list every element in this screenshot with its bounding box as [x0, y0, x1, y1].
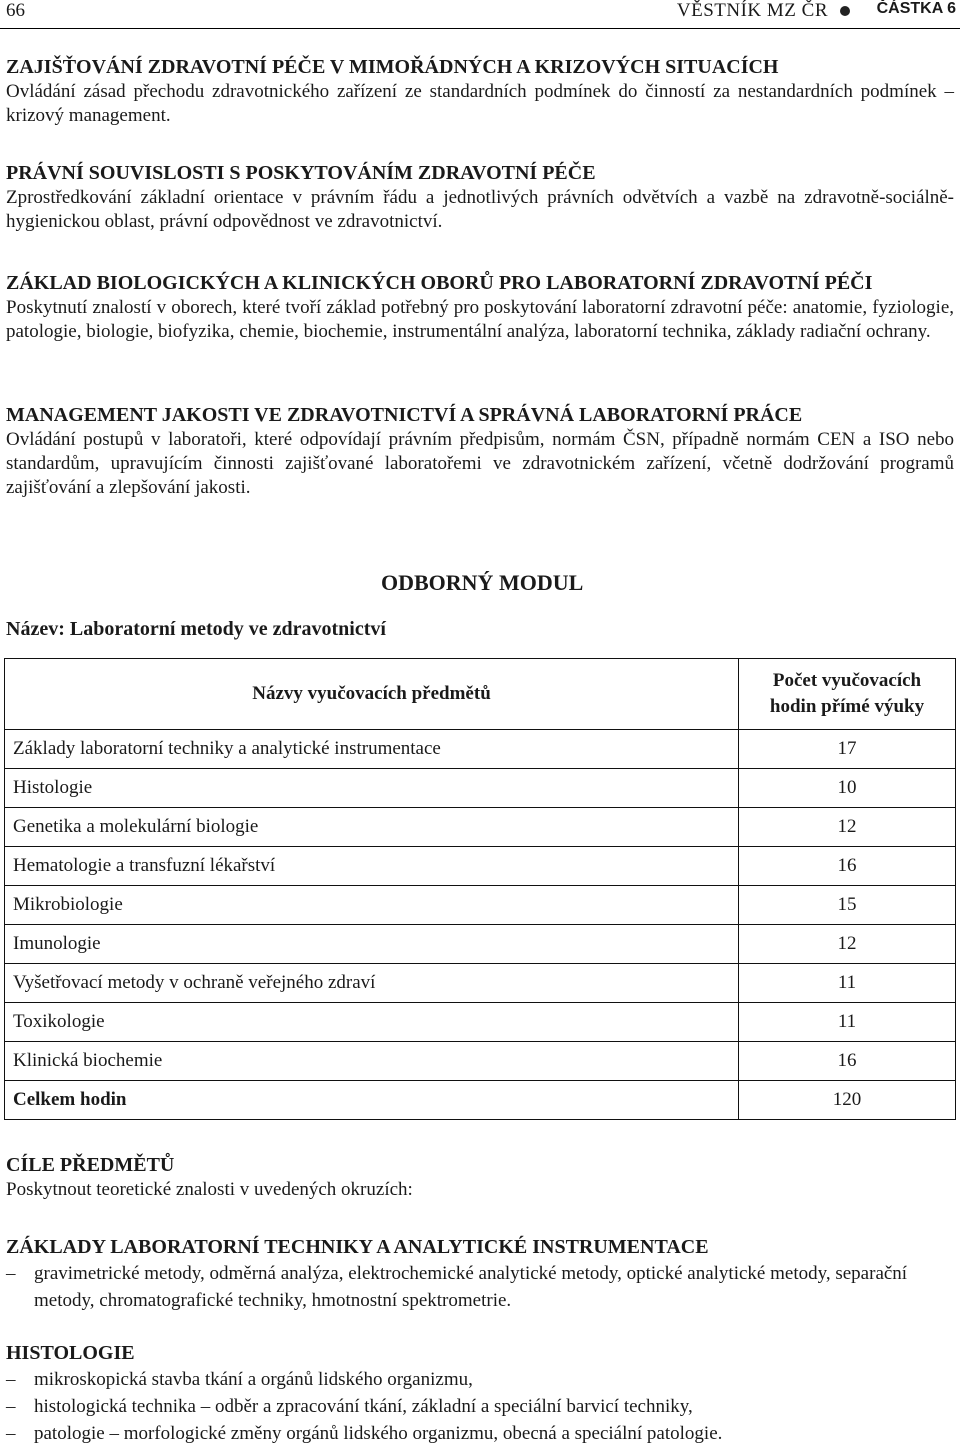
subject-name-cell: Základy laboratorní techniky a analytické instrumentace — [5, 730, 739, 769]
hours-cell: 12 — [739, 925, 956, 964]
table-header-row — [5, 659, 956, 730]
hours-cell: 15 — [739, 886, 956, 925]
section-title: ZÁKLAD BIOLOGICKÝCH A KLINICKÝCH OBORŮ PRO LABORATORNÍ ZDRAVOTNÍ PÉČI — [6, 272, 873, 294]
list-item: – mikroskopická stavba tkání a orgánů lidského organizmu, — [6, 1366, 954, 1393]
section-goals — [6, 1152, 954, 1202]
table-row — [5, 769, 956, 808]
hours-cell: 11 — [739, 1003, 956, 1042]
topic-list — [6, 1260, 954, 1314]
page-header — [0, 0, 960, 24]
section-histology — [6, 1340, 954, 1447]
subject-name-cell: Hematologie a transfuzní lékařství — [5, 847, 739, 886]
section-title: PRÁVNÍ SOUVISLOSTI S POSKYTOVÁNÍM ZDRAVOTNÍ PÉČE — [6, 162, 596, 184]
table-row — [5, 964, 956, 1003]
total-hours-cell: 120 — [739, 1081, 956, 1120]
section-biological — [6, 270, 954, 344]
section-lab-basics — [6, 1234, 954, 1314]
header-divider — [0, 28, 960, 29]
subject-name-cell: Imunologie — [5, 925, 739, 964]
subject-name-cell: Histologie — [5, 769, 739, 808]
hours-cell: 12 — [739, 808, 956, 847]
part-label: ČÁSTKA 6 — [876, 0, 956, 17]
subject-name-cell: Genetika a molekulární biologie — [5, 808, 739, 847]
subject-name-cell: Toxikologie — [5, 1003, 739, 1042]
section-title: CÍLE PŘEDMĚTŮ — [6, 1154, 175, 1176]
total-label-cell: Celkem hodin — [5, 1081, 739, 1120]
section-text: Ovládání postupů v laboratoři, které odpovídají právním předpisům, normám ČSN, případně normám CEN a ISO nebo standardům, upravujícím činnosti zajišťované laboratořemi ve zdravotnickém zařízení, včetně dodržování programů zajišťování a zlepšování jakosti. — [6, 429, 954, 498]
hours-cell: 17 — [739, 730, 956, 769]
section-title: ZAJIŠŤOVÁNÍ ZDRAVOTNÍ PÉČE V MIMOŘÁDNÝCH A KRIZOVÝCH SITUACÍCH — [6, 56, 779, 78]
section-text: Ovládání zásad přechodu zdravotnického zařízení ze standardních podmínek do činností za nestandardních podmínek – krizový management. — [6, 81, 954, 126]
bullet-dot-icon — [840, 6, 850, 16]
page-number: 66 — [6, 0, 25, 21]
section-legal — [6, 160, 954, 234]
hours-cell: 10 — [739, 769, 956, 808]
table-row — [5, 730, 956, 769]
journal-title: VĚSTNÍK MZ ČR — [676, 0, 828, 21]
section-title: HISTOLOGIE — [6, 1342, 135, 1364]
section-text: Zprostředkování základní orientace v právním řádu a jednotlivých právních odvětvích a vazbě na zdravotně-sociálně-hygienickou oblast, právní odpovědnost ve zdravotnictví. — [6, 187, 954, 232]
section-text: Poskytnutí znalostí v oborech, které tvoří základ potřebný pro poskytování laboratorní zdravotní péče: anatomie, fyziologie, patologie, biologie, biofyzika, chemie, biochemie, instrumentální analýza, laboratorní technika, základy radiační ochrany. — [6, 297, 954, 342]
hours-table — [4, 658, 956, 1120]
section-title: ZÁKLADY LABORATORNÍ TECHNIKY A ANALYTICKÉ INSTRUMENTACE — [6, 1236, 709, 1258]
hours-cell: 11 — [739, 964, 956, 1003]
list-item: – gravimetrické metody, odměrná analýza, elektrochemické analytické metody, optické analytické metody, separační metody, chromatografické techniky, hmotnostní spektrometrie. — [6, 1260, 954, 1314]
module-name: Název: Laboratorní metody ve zdravotnictví — [6, 618, 386, 640]
table-row — [5, 847, 956, 886]
section-crisis — [6, 54, 954, 128]
subject-name-cell: Klinická biochemie — [5, 1042, 739, 1081]
topic-list — [6, 1366, 954, 1447]
col-header-hours-line2: hodin přímé výuky — [769, 696, 925, 717]
list-item: – histologická technika – odběr a zpracování tkání, základní a speciální barvicí techniky, — [6, 1393, 954, 1420]
col-header-hours-line1: Počet vyučovacích — [772, 670, 922, 691]
hours-cell: 16 — [739, 847, 956, 886]
subject-name-cell: Mikrobiologie — [5, 886, 739, 925]
col-header-hours — [739, 659, 956, 730]
section-quality — [6, 402, 954, 500]
list-item: – patologie – morfologické změny orgánů lidského organizmu, obecná a speciální patologie. — [6, 1420, 954, 1447]
section-title: MANAGEMENT JAKOSTI VE ZDRAVOTNICTVÍ A SPRÁVNÁ LABORATORNÍ PRÁCE — [6, 404, 803, 426]
table-row — [5, 1042, 956, 1081]
col-header-subjects: Názvy vyučovacích předmětů — [5, 659, 739, 730]
table-row — [5, 1003, 956, 1042]
table-row — [5, 925, 956, 964]
subject-name-cell: Vyšetřovací metody v ochraně veřejného zdraví — [5, 964, 739, 1003]
table-row — [5, 808, 956, 847]
section-text: Poskytnout teoretické znalosti v uvedených okruzích: — [6, 1179, 413, 1200]
table-total-row — [5, 1081, 956, 1120]
table-row — [5, 886, 956, 925]
module-title: ODBORNÝ MODUL — [381, 570, 584, 595]
hours-cell: 16 — [739, 1042, 956, 1081]
